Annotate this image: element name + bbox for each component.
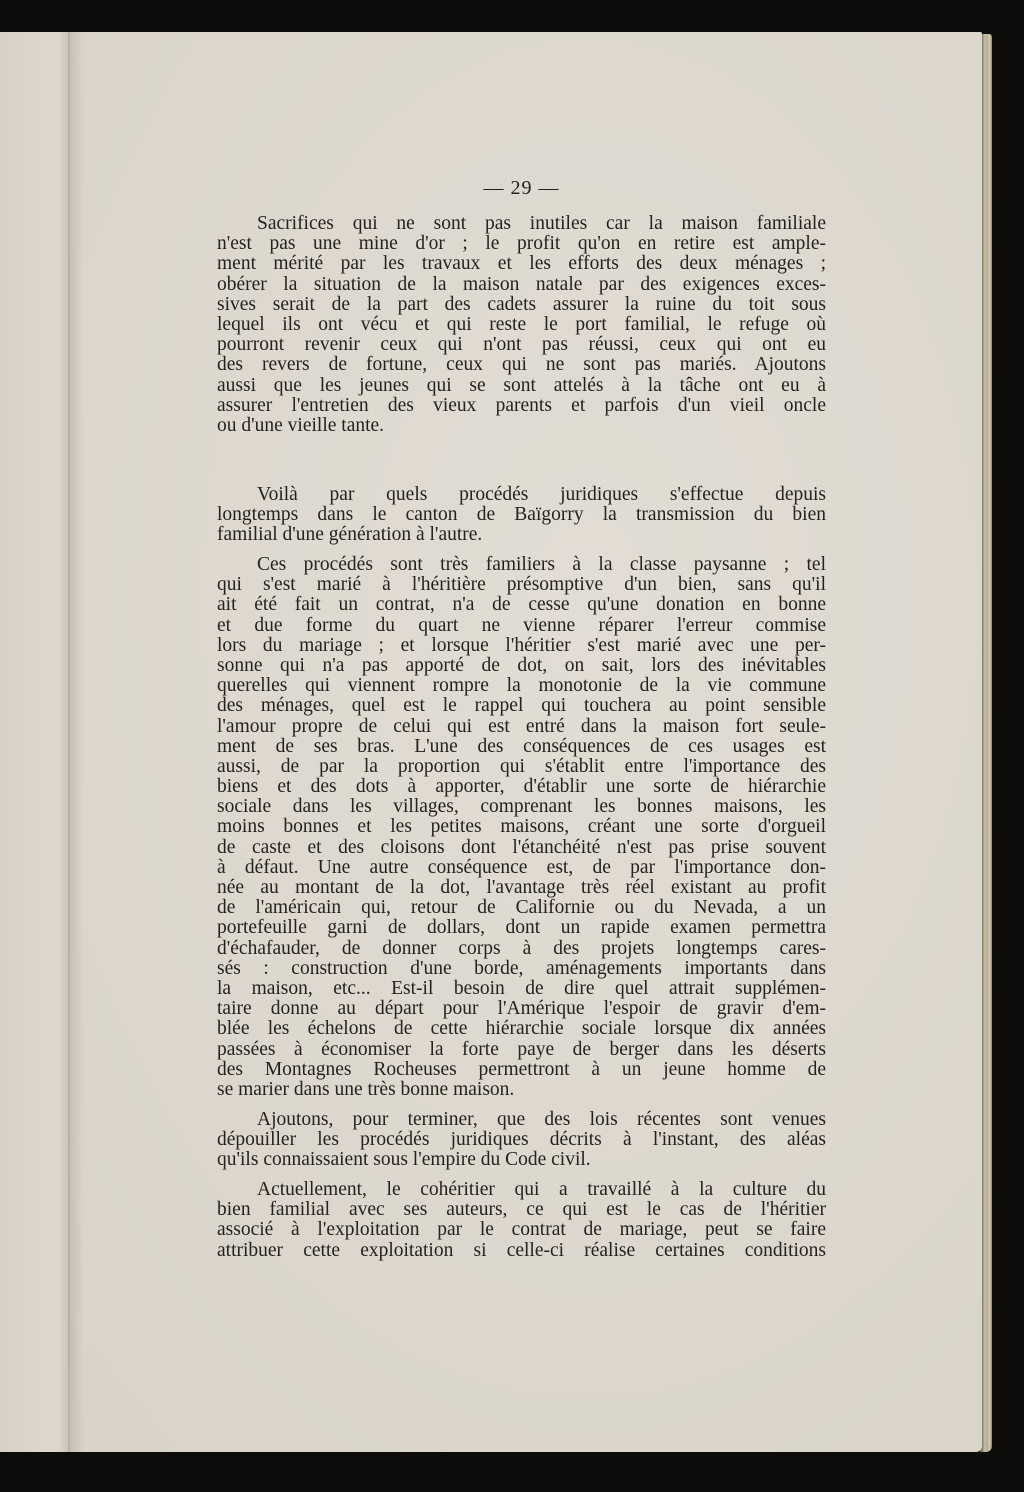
text-line: l'amour propre de celui qui est entré dans la maison fort seule- [217,715,826,737]
page-number: — 29 — [483,177,560,199]
text-line: d'échafauder, de donner corps à des projets longtemps cares- [217,937,826,959]
text-line: de caste et des cloisons dont l'étanchéité n'est pas prise souvent [217,836,826,858]
text-line: obérer la situation de la maison natale par des exigences exces- [217,273,826,295]
text-line: ment mérité par les travaux et les efforts des deux ménages ; [217,253,826,275]
text-line: aussi, de par la proportion qui s'établit entre l'importance des [217,755,826,777]
text-line: sives serait de la part des cadets assurer la ruine du toit sous [217,293,826,315]
text-line: des ménages, quel est le rappel qui touchera au point sensible [217,695,826,717]
facing-page-edge [0,32,68,1452]
text-line: sés : construction d'une borde, aménagements importants dans [217,957,826,979]
text-line: et due forme du quart ne vienne réparer l'erreur commise [217,614,826,636]
text-line: passées à économiser la forte paye de berger dans les déserts [217,1038,826,1060]
text-line: qu'ils connaissaient sous l'empire du Code civil. [217,1149,591,1171]
text-line: qui s'est marié à l'héritière présomptive d'un bien, sans qu'il [217,574,826,596]
text-line: lors du mariage ; et lorsque l'héritier s'est marié avec une per- [217,634,826,656]
text-line: ou d'une vieille tante. [217,414,385,436]
spine-shadow [70,32,84,1452]
paragraph-1 [217,214,826,436]
text-line: pourront revenir ceux qui n'ont pas réussi, ceux qui ont eu [217,334,826,356]
paragraph-2 [217,485,826,546]
text-line: biens et des dots à apporter, d'établir une sorte de hiérarchie [217,776,826,798]
text-line: moins bonnes et les petites maisons, créant une sorte d'orgueil [217,816,826,838]
text-line: se marier dans une très bonne maison. [217,1078,515,1100]
text-line: sociale dans les villages, comprenant les bonnes maisons, les [217,796,826,818]
paragraph-4 [217,1110,826,1171]
text-line: querelles qui viennent rompre la monotonie de la vie commune [217,675,826,697]
text-line: assurer l'entretien des vieux parents et parfois d'un vieil oncle [217,394,826,416]
text-line: attribuer cette exploitation si celle-ci réalise certaines conditions [217,1239,826,1261]
text-line: des Montagnes Rocheuses permettront à un jeune homme de [217,1058,826,1080]
paragraph-5 [217,1180,826,1261]
text-line: des revers de fortune, ceux qui ne sont pas mariés. Ajoutons [217,354,826,376]
text-line: Ajoutons, pour terminer, que des lois récentes sont venues [257,1109,826,1130]
text-line: Actuellement, le cohéritier qui a travaillé à la culture du [257,1179,826,1200]
text-line: à défaut. Une autre conséquence est, de par l'importance don- [217,856,826,878]
text-line: n'est pas une mine d'or ; le profit qu'on en retire est ample- [217,233,826,255]
text-line: ment de ses bras. L'une des conséquences de ces usages est [217,735,826,757]
text-line: bien familial avec ses auteurs, ce qui est le cas de l'héritier [217,1199,826,1221]
text-line: Sacrifices qui ne sont pas inutiles car la maison familiale [257,213,826,234]
text-line: taire donne au départ pour l'Amérique l'espoir de gravir d'em- [217,998,826,1020]
paragraph-3 [217,555,826,1100]
text-line: aussi que les jeunes qui se sont attelés à la tâche ont eu à [217,374,826,396]
text-line: portefeuille garni de dollars, dont un rapide examen permettra [217,917,826,939]
text-line: de l'américain qui, retour de Californie ou du Nevada, a un [217,897,826,919]
text-line: lequel ils ont vécu et qui reste le port familial, le refuge où [217,313,826,335]
text-line: Ces procédés sont très familiers à la classe paysanne ; tel [257,554,826,575]
text-line: associé à l'exploitation par le contrat de mariage, peut se faire [217,1219,826,1241]
text-line: née au montant de la dot, l'avantage très réel existant au profit [217,877,826,898]
text-line: blée les échelons de cette hiérarchie sociale lorsque dix années [217,1018,826,1040]
book-page [0,32,982,1452]
text-line: familial d'une génération à l'autre. [217,524,483,546]
text-line: ait été fait un contrat, n'a de cesse qu'une donation en bonne [217,594,826,616]
text-line: la maison, etc... Est-il besoin de dire quel attrait supplémen- [217,977,826,999]
text-line: sonne qui n'a pas apporté de dot, on sait, lors des inévitables [217,654,826,676]
text-line: Voilà par quels procédés juridiques s'effectue depuis [257,484,826,505]
text-line: longtemps dans le canton de Baïgorry la transmission du bien [217,504,826,526]
text-line: dépouiller les procédés juridiques décrits à l'instant, des aléas [217,1129,826,1151]
